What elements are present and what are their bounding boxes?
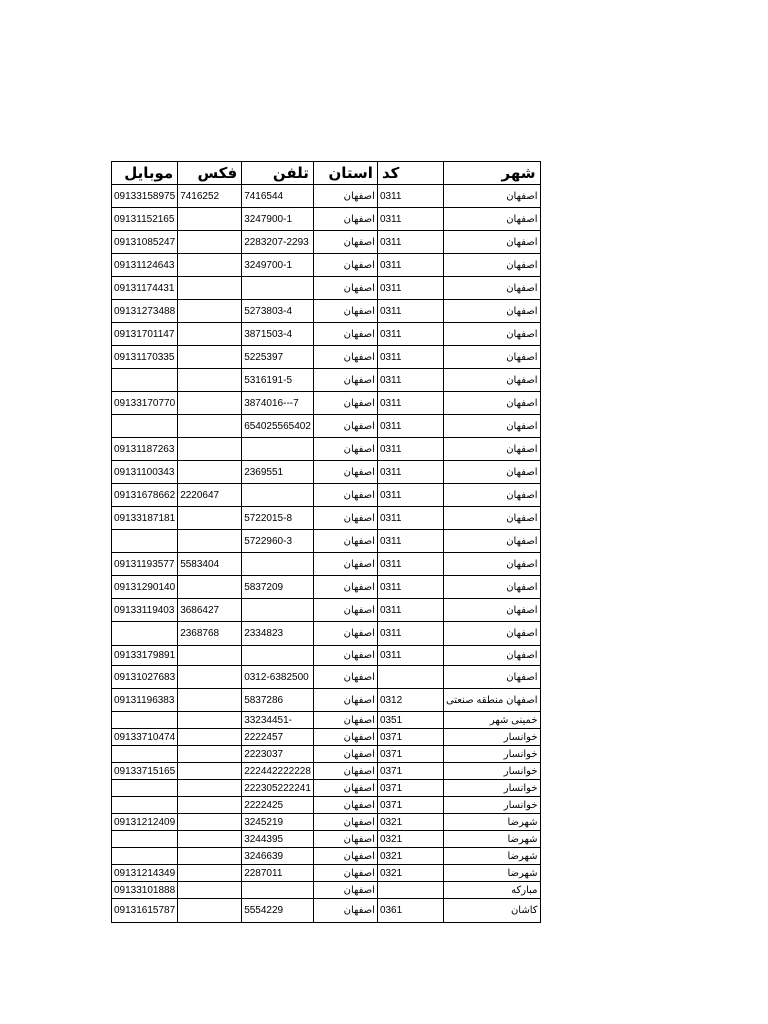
cell-fax xyxy=(178,882,242,899)
cell-province: اصفهان xyxy=(313,438,377,461)
cell-fax xyxy=(178,763,242,780)
cell-city: خوانسار xyxy=(443,763,540,780)
table-row xyxy=(112,622,541,646)
table-row xyxy=(112,746,541,763)
cell-mobile: 09131615787 xyxy=(112,899,178,923)
cell-phone: 2334823 xyxy=(242,622,314,646)
table-row xyxy=(112,848,541,865)
cell-city: کاشان xyxy=(443,899,540,923)
cell-province: اصفهان xyxy=(313,415,377,438)
cell-province: اصفهان xyxy=(313,780,377,797)
cell-fax xyxy=(178,208,242,231)
cell-province: اصفهان xyxy=(313,277,377,300)
table-row xyxy=(112,507,541,530)
cell-phone: 3874016---7 xyxy=(242,392,314,415)
cell-phone xyxy=(242,484,314,507)
cell-code: 0321 xyxy=(377,865,443,882)
cell-city: خوانسار xyxy=(443,729,540,746)
cell-phone: 2283207-2293 xyxy=(242,231,314,254)
cell-city: اصفهان xyxy=(443,507,540,530)
cell-city: اصفهان xyxy=(443,438,540,461)
cell-phone: 3871503-4 xyxy=(242,323,314,346)
cell-mobile: 09131027683 xyxy=(112,666,178,689)
cell-fax: 3686427 xyxy=(178,599,242,622)
cell-mobile xyxy=(112,797,178,814)
table-row xyxy=(112,254,541,277)
cell-mobile: 09131152165 xyxy=(112,208,178,231)
cell-code: 0321 xyxy=(377,814,443,831)
cell-code: 0371 xyxy=(377,729,443,746)
cell-code: 0371 xyxy=(377,763,443,780)
table-row xyxy=(112,666,541,689)
cell-fax xyxy=(178,415,242,438)
cell-city: شهرضا xyxy=(443,848,540,865)
cell-city: اصفهان xyxy=(443,392,540,415)
cell-city: اصفهان xyxy=(443,277,540,300)
cell-city: اصفهان xyxy=(443,300,540,323)
cell-phone xyxy=(242,882,314,899)
cell-mobile xyxy=(112,831,178,848)
cell-fax: 2220647 xyxy=(178,484,242,507)
cell-fax xyxy=(178,712,242,729)
cell-fax xyxy=(178,323,242,346)
cell-phone xyxy=(242,277,314,300)
cell-code: 0311 xyxy=(377,576,443,599)
cell-phone: 5837286 xyxy=(242,689,314,712)
cell-code: 0311 xyxy=(377,392,443,415)
cell-mobile: 09131290140 xyxy=(112,576,178,599)
cell-province: اصفهان xyxy=(313,392,377,415)
table-row xyxy=(112,865,541,882)
table-row xyxy=(112,553,541,576)
cell-code: 0371 xyxy=(377,780,443,797)
cell-phone: 3244395 xyxy=(242,831,314,848)
cell-province: اصفهان xyxy=(313,254,377,277)
cell-city: شهرضا xyxy=(443,831,540,848)
cell-mobile: 09133179891 xyxy=(112,646,178,666)
cell-province: اصفهان xyxy=(313,231,377,254)
cell-code: 0311 xyxy=(377,553,443,576)
cell-fax: 7416252 xyxy=(178,185,242,208)
cell-mobile: 09133710474 xyxy=(112,729,178,746)
cell-province: اصفهان xyxy=(313,666,377,689)
cell-phone xyxy=(242,599,314,622)
cell-code: 0311 xyxy=(377,277,443,300)
cell-fax xyxy=(178,729,242,746)
table-row xyxy=(112,208,541,231)
cell-province: اصفهان xyxy=(313,300,377,323)
cell-code: 0321 xyxy=(377,848,443,865)
cell-fax xyxy=(178,277,242,300)
cell-code xyxy=(377,882,443,899)
table-row xyxy=(112,780,541,797)
cell-phone xyxy=(242,438,314,461)
cell-fax xyxy=(178,392,242,415)
cell-mobile xyxy=(112,848,178,865)
cell-city: اصفهان xyxy=(443,646,540,666)
cell-province: اصفهان xyxy=(313,576,377,599)
cell-mobile xyxy=(112,369,178,392)
cell-city: اصفهان xyxy=(443,415,540,438)
header-province: استان xyxy=(313,162,377,185)
table-row xyxy=(112,185,541,208)
cell-city: خوانسار xyxy=(443,797,540,814)
cell-phone: 5225397 xyxy=(242,346,314,369)
cell-phone: 33234451- xyxy=(242,712,314,729)
cell-city: اصفهان xyxy=(443,484,540,507)
header-fax: فکس xyxy=(178,162,242,185)
cell-phone: 3245219 xyxy=(242,814,314,831)
cell-mobile: 09131170335 xyxy=(112,346,178,369)
cell-province: اصفهان xyxy=(313,882,377,899)
cell-fax xyxy=(178,438,242,461)
cell-city: اصفهان xyxy=(443,622,540,646)
cell-mobile: 09131085247 xyxy=(112,231,178,254)
table-row xyxy=(112,599,541,622)
cell-code: 0311 xyxy=(377,599,443,622)
cell-fax xyxy=(178,300,242,323)
cell-mobile: 09131273488 xyxy=(112,300,178,323)
cell-phone: 654025565402 xyxy=(242,415,314,438)
cell-code: 0321 xyxy=(377,831,443,848)
table-row xyxy=(112,415,541,438)
cell-fax xyxy=(178,831,242,848)
cell-fax xyxy=(178,646,242,666)
cell-mobile: 09131174431 xyxy=(112,277,178,300)
cell-mobile: 09131701147 xyxy=(112,323,178,346)
cell-city: اصفهان xyxy=(443,231,540,254)
cell-city: اصفهان xyxy=(443,323,540,346)
cell-province: اصفهان xyxy=(313,797,377,814)
cell-fax: 2368768 xyxy=(178,622,242,646)
table-row xyxy=(112,763,541,780)
cell-province: اصفهان xyxy=(313,622,377,646)
table-row xyxy=(112,814,541,831)
table-row xyxy=(112,438,541,461)
cell-city: شهرضا xyxy=(443,865,540,882)
cell-city: مبارکه xyxy=(443,882,540,899)
table-row xyxy=(112,712,541,729)
cell-mobile: 09131678662 xyxy=(112,484,178,507)
cell-province: اصفهان xyxy=(313,530,377,553)
cell-mobile: 09131187263 xyxy=(112,438,178,461)
cell-phone: 222305222241 xyxy=(242,780,314,797)
cell-phone: 7416544 xyxy=(242,185,314,208)
cell-city: اصفهان xyxy=(443,369,540,392)
cell-mobile xyxy=(112,746,178,763)
cell-code: 0311 xyxy=(377,346,443,369)
cell-city: اصفهان xyxy=(443,666,540,689)
cell-code: 0311 xyxy=(377,530,443,553)
cell-province: اصفهان xyxy=(313,646,377,666)
cell-phone: 5316191-5 xyxy=(242,369,314,392)
cell-mobile xyxy=(112,530,178,553)
cell-phone xyxy=(242,646,314,666)
cell-mobile xyxy=(112,780,178,797)
cell-code: 0311 xyxy=(377,415,443,438)
cell-phone: 2223037 xyxy=(242,746,314,763)
table-row xyxy=(112,300,541,323)
cell-fax xyxy=(178,461,242,484)
cell-code: 0311 xyxy=(377,622,443,646)
cell-phone: 0312-6382500 xyxy=(242,666,314,689)
table-row xyxy=(112,689,541,712)
cell-province: اصفهان xyxy=(313,461,377,484)
cell-code: 0371 xyxy=(377,746,443,763)
cell-code: 0311 xyxy=(377,323,443,346)
cell-code: 0311 xyxy=(377,208,443,231)
cell-code: 0311 xyxy=(377,507,443,530)
cell-fax xyxy=(178,231,242,254)
cell-city: خوانسار xyxy=(443,746,540,763)
table-row xyxy=(112,461,541,484)
cell-mobile: 09131214349 xyxy=(112,865,178,882)
cell-code xyxy=(377,666,443,689)
header-row xyxy=(112,162,541,185)
cell-fax xyxy=(178,507,242,530)
cell-mobile: 09133715165 xyxy=(112,763,178,780)
cell-fax xyxy=(178,865,242,882)
cell-fax xyxy=(178,797,242,814)
cell-province: اصفهان xyxy=(313,208,377,231)
cell-fax xyxy=(178,746,242,763)
cell-city: اصفهان xyxy=(443,461,540,484)
cell-mobile: 09133170770 xyxy=(112,392,178,415)
contacts-table xyxy=(111,161,541,923)
cell-code: 0311 xyxy=(377,300,443,323)
cell-mobile: 09131212409 xyxy=(112,814,178,831)
cell-city: خوانسار xyxy=(443,780,540,797)
cell-mobile: 09133101888 xyxy=(112,882,178,899)
cell-city: اصفهان xyxy=(443,254,540,277)
table-row xyxy=(112,899,541,923)
cell-phone: 2287011 xyxy=(242,865,314,882)
cell-code: 0311 xyxy=(377,438,443,461)
cell-city: اصفهان xyxy=(443,530,540,553)
cell-fax xyxy=(178,689,242,712)
cell-province: اصفهان xyxy=(313,323,377,346)
cell-fax xyxy=(178,254,242,277)
cell-mobile xyxy=(112,415,178,438)
cell-city: اصفهان xyxy=(443,208,540,231)
cell-fax: 5583404 xyxy=(178,553,242,576)
table-row xyxy=(112,392,541,415)
cell-city: خمینی شهر xyxy=(443,712,540,729)
cell-phone: 3246639 xyxy=(242,848,314,865)
cell-code: 0311 xyxy=(377,484,443,507)
table-row xyxy=(112,797,541,814)
cell-fax xyxy=(178,530,242,553)
cell-phone: 5722015-8 xyxy=(242,507,314,530)
cell-province: اصفهان xyxy=(313,369,377,392)
cell-province: اصفهان xyxy=(313,507,377,530)
cell-province: اصفهان xyxy=(313,599,377,622)
cell-city: اصفهان xyxy=(443,553,540,576)
cell-fax xyxy=(178,346,242,369)
cell-province: اصفهان xyxy=(313,729,377,746)
cell-mobile xyxy=(112,712,178,729)
cell-code: 0311 xyxy=(377,231,443,254)
cell-code: 0311 xyxy=(377,461,443,484)
cell-mobile: 09133187181 xyxy=(112,507,178,530)
cell-city: اصفهان منطقه صنعتی xyxy=(443,689,540,712)
cell-city: اصفهان xyxy=(443,576,540,599)
cell-phone: 3247900-1 xyxy=(242,208,314,231)
cell-fax xyxy=(178,369,242,392)
header-city: شهر xyxy=(443,162,540,185)
cell-mobile: 09131100343 xyxy=(112,461,178,484)
cell-phone: 3249700-1 xyxy=(242,254,314,277)
cell-province: اصفهان xyxy=(313,848,377,865)
table-row xyxy=(112,484,541,507)
cell-province: اصفهان xyxy=(313,865,377,882)
cell-phone: 222442222228 xyxy=(242,763,314,780)
cell-mobile: 09131193577 xyxy=(112,553,178,576)
cell-phone xyxy=(242,553,314,576)
header-mobile: موبایل xyxy=(112,162,178,185)
cell-phone: 2222457 xyxy=(242,729,314,746)
cell-code: 0361 xyxy=(377,899,443,923)
table-row xyxy=(112,323,541,346)
cell-code: 0311 xyxy=(377,185,443,208)
header-phone: تلفن xyxy=(242,162,314,185)
cell-mobile: 09133119403 xyxy=(112,599,178,622)
table-row xyxy=(112,231,541,254)
cell-province: اصفهان xyxy=(313,746,377,763)
cell-code: 0311 xyxy=(377,254,443,277)
cell-city: اصفهان xyxy=(443,599,540,622)
cell-phone: 5554229 xyxy=(242,899,314,923)
cell-code: 0311 xyxy=(377,646,443,666)
cell-mobile xyxy=(112,622,178,646)
cell-phone: 5722960-3 xyxy=(242,530,314,553)
cell-city: اصفهان xyxy=(443,185,540,208)
table-row xyxy=(112,729,541,746)
cell-phone: 5273803-4 xyxy=(242,300,314,323)
cell-mobile: 09131124643 xyxy=(112,254,178,277)
cell-province: اصفهان xyxy=(313,484,377,507)
table-row xyxy=(112,369,541,392)
cell-phone: 2222425 xyxy=(242,797,314,814)
cell-code: 0371 xyxy=(377,797,443,814)
cell-fax xyxy=(178,576,242,599)
cell-province: اصفهان xyxy=(313,185,377,208)
table-row xyxy=(112,831,541,848)
table-row xyxy=(112,277,541,300)
cell-mobile: 09131196383 xyxy=(112,689,178,712)
cell-fax xyxy=(178,666,242,689)
cell-code: 0351 xyxy=(377,712,443,729)
cell-code: 0311 xyxy=(377,369,443,392)
cell-city: شهرضا xyxy=(443,814,540,831)
header-code: کد xyxy=(377,162,443,185)
cell-province: اصفهان xyxy=(313,553,377,576)
table-row xyxy=(112,530,541,553)
cell-province: اصفهان xyxy=(313,712,377,729)
table-row xyxy=(112,882,541,899)
cell-mobile: 09133158975 xyxy=(112,185,178,208)
table-row xyxy=(112,576,541,599)
cell-province: اصفهان xyxy=(313,814,377,831)
cell-fax xyxy=(178,848,242,865)
cell-phone: 2369551 xyxy=(242,461,314,484)
cell-fax xyxy=(178,899,242,923)
cell-phone: 5837209 xyxy=(242,576,314,599)
cell-province: اصفهان xyxy=(313,689,377,712)
table-row xyxy=(112,346,541,369)
cell-province: اصفهان xyxy=(313,899,377,923)
cell-city: اصفهان xyxy=(443,346,540,369)
cell-province: اصفهان xyxy=(313,346,377,369)
table-row xyxy=(112,646,541,666)
cell-fax xyxy=(178,780,242,797)
cell-province: اصفهان xyxy=(313,831,377,848)
cell-fax xyxy=(178,814,242,831)
cell-province: اصفهان xyxy=(313,763,377,780)
cell-code: 0312 xyxy=(377,689,443,712)
